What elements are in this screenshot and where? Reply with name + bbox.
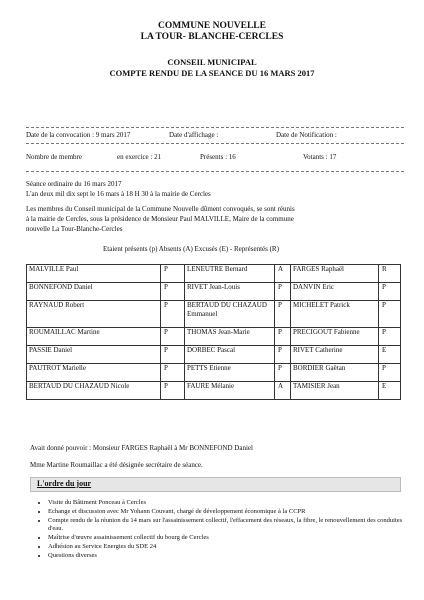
secretary-note: Mme Martine Roumaillac a été désignée secrétaire de séance. xyxy=(30,461,203,469)
member-status: P xyxy=(275,346,291,364)
member-status: P xyxy=(275,364,291,382)
intro-line-2: à la mairie de Cercles, sous la présidence de Monsieur Paul MALVILLE, Maire de la commune xyxy=(26,215,294,223)
member-name: THOMAS Jean-Marie xyxy=(185,328,275,346)
commune-name: COMMUNE NOUVELLE xyxy=(158,21,266,31)
member-name: FARGES Raphaël xyxy=(291,265,379,283)
member-name: DORBEC Pascal xyxy=(185,346,275,364)
member-status: P xyxy=(161,283,185,301)
list-item: • Adhésion au Service Energies du SDE 24 xyxy=(48,543,403,552)
member-status: P xyxy=(379,283,401,301)
member-status: R xyxy=(379,265,401,283)
member-name: MICHELET Patrick xyxy=(291,301,379,328)
member-name: BERTAUD DU CHAZAUD Nicole xyxy=(27,382,161,400)
member-name: FAURE Mélanie xyxy=(185,382,275,400)
table-row xyxy=(27,346,401,364)
member-status: E xyxy=(379,346,401,364)
table-row xyxy=(27,265,401,283)
member-status: P xyxy=(379,328,401,346)
commune-subtitle: LA TOUR- BLANCHE-CERCLES xyxy=(140,32,284,42)
list-item: • Compte rendu de la réunion du 14 mars sur l'assainissement collectif, l'effacement des réseaux, la fibre, le renouvellement des conduites d'eau. xyxy=(48,517,403,535)
member-name: TAMISIER Jean xyxy=(291,382,379,400)
presents-count: Présents : 16 xyxy=(200,153,236,161)
table-row xyxy=(27,382,401,400)
agenda-header xyxy=(30,477,401,492)
member-name: ROUMAILLAC Martine xyxy=(27,328,161,346)
member-name: PETTS Etienne xyxy=(185,364,275,382)
table-row xyxy=(27,364,401,382)
member-name: RAYNAUD Robert xyxy=(27,301,161,328)
members-table xyxy=(26,264,401,400)
report-title: COMPTE RENDU DE LA SEANCE DU 16 MARS 2017 xyxy=(109,68,315,78)
affichage-date: Date d'affichage : xyxy=(169,131,219,139)
member-name: RIVET Catherine xyxy=(291,346,379,364)
member-status: P xyxy=(161,346,185,364)
member-status: A xyxy=(275,265,291,283)
member-name: MALVILLE Paul xyxy=(27,265,161,283)
member-status: P xyxy=(161,364,185,382)
members-count-label: Nombre de membre xyxy=(26,153,82,161)
session-type: Séance ordinaire du 16 mars 2017 xyxy=(26,180,122,188)
member-status: E xyxy=(379,382,401,400)
member-name: PRECIGOUT Fabienne xyxy=(291,328,379,346)
list-item: • Questions diverses xyxy=(48,552,403,561)
member-status: P xyxy=(161,328,185,346)
notification-date: Date de Notification : xyxy=(276,131,337,139)
attendance-legend: Etaient présents (p) Absents (A) Excusés (E) - Représentés (R) xyxy=(103,245,279,253)
member-status: A xyxy=(275,382,291,400)
council-title: CONSEIL MUNICIPAL xyxy=(167,57,257,67)
proxy-note: Avait donné pouvoir : Monsieur FARGES Raphaël à Mr BONNEFOND Daniel xyxy=(30,444,253,452)
member-status: P xyxy=(161,265,185,283)
list-item: • Maîtrise d'œuvre assainissement collectif du bourg de Cercles xyxy=(48,534,403,543)
list-item: • Echange et discussion avec Mr Yohann Couvant, chargé de développement économique à la CCPR xyxy=(48,508,403,517)
session-datetime: L'an deux mil dix sept le 16 mars à 18 H 30 à la mairie de Cercles xyxy=(26,190,211,198)
member-status: P xyxy=(379,301,401,328)
member-name: DANVIN Eric xyxy=(291,283,379,301)
convocation-date: Date de la convocation : 9 mars 2017 xyxy=(26,131,131,139)
member-status: P xyxy=(161,382,185,400)
member-status: P xyxy=(275,328,291,346)
agenda-list xyxy=(30,499,403,561)
en-exercice: en exercice : 21 xyxy=(117,153,162,161)
votants-count: Votants : 17 xyxy=(303,153,337,161)
member-name: BORDIER Gaëtan xyxy=(291,364,379,382)
member-status: P xyxy=(275,301,291,328)
divider-bottom xyxy=(26,171,404,172)
table-row xyxy=(27,283,401,301)
divider-middle xyxy=(26,143,404,144)
divider-top xyxy=(26,127,404,128)
intro-line-1: Les membres du Conseil municipal de la Commune Nouvelle dûment convoqués, se sont réunis xyxy=(26,205,295,213)
member-status: P xyxy=(275,283,291,301)
table-row xyxy=(27,301,401,328)
member-name: LENEUTRE Bernard xyxy=(185,265,275,283)
member-status: P xyxy=(161,301,185,328)
list-item: • Visite du Bâtiment Ponceau à Cercles xyxy=(48,499,403,508)
member-name: BERTAUD DU CHAZAUD Emmanuel xyxy=(185,301,275,328)
member-status: P xyxy=(379,364,401,382)
member-name: BONNEFOND Daniel xyxy=(27,283,161,301)
agenda-title: L'ordre du jour xyxy=(37,479,92,488)
member-name: PAUTROT Marielle xyxy=(27,364,161,382)
table-row xyxy=(27,328,401,346)
member-name: PASSIE Daniel xyxy=(27,346,161,364)
member-name: RIVET Jean-Louis xyxy=(185,283,275,301)
intro-line-3: nouvelle La Tour-Blanche-Cercles xyxy=(26,225,123,233)
